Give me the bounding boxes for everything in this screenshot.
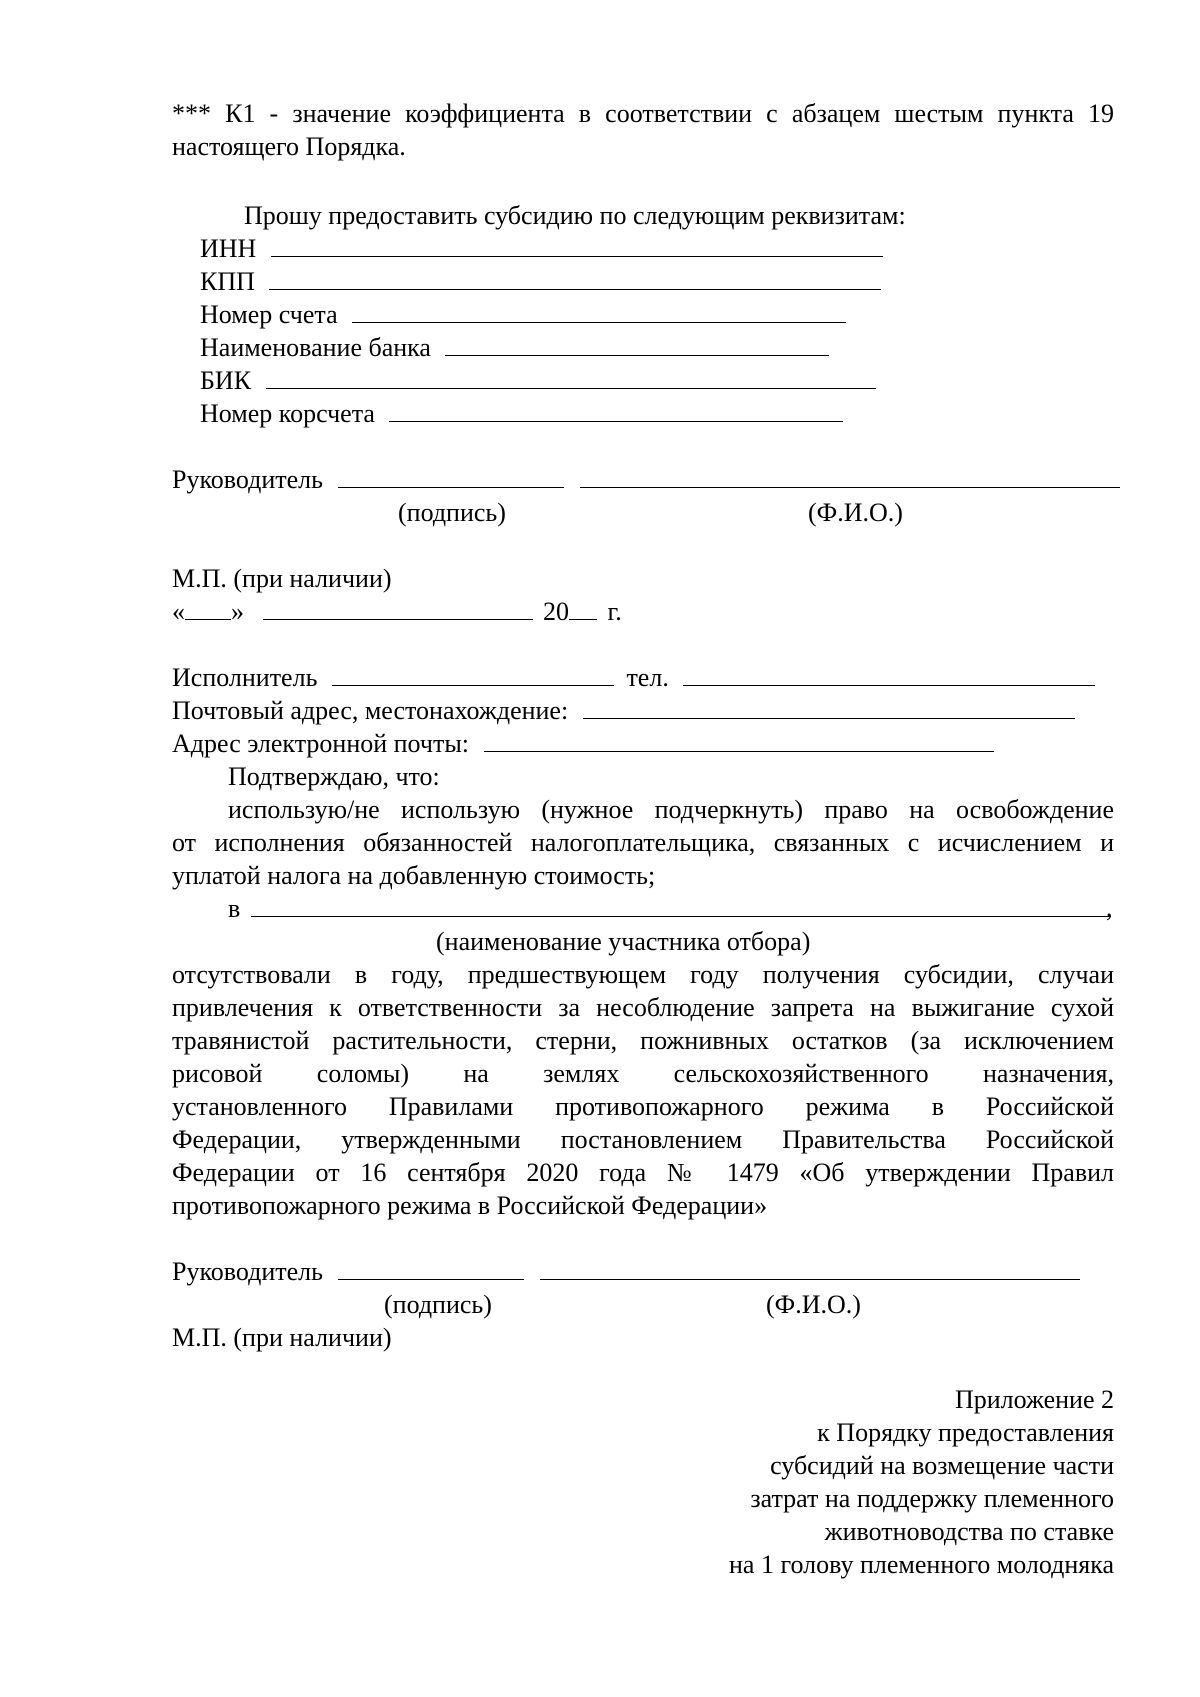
stamp-label: М.П. (при наличии) [172,564,392,593]
fio-field[interactable] [580,465,1120,488]
date-open-quote: « [172,597,185,626]
appendix-line: к Порядку предоставления [817,1418,1114,1447]
corr-account-label: Номер корсчета [200,399,375,428]
postal-field[interactable] [583,696,1075,719]
executor-label: Исполнитель [172,663,318,692]
confirm-title: Подтверждаю, что: [228,762,440,791]
appendix-line: субсидий на возмещение части [770,1451,1114,1480]
head-label: Руководитель [172,465,323,494]
requisites-intro: Прошу предоставить субсидию по следующим реквизитам: [244,201,906,230]
postal-row [172,695,1075,727]
year-prefix: 20 [543,597,569,626]
stamp-label: М.П. (при наличии) [172,1323,392,1352]
bik-field[interactable] [266,366,876,389]
footnote-line: *** К1 - значение коэффициента в соответствии с абзацем шестым пункта 19 [172,99,1114,128]
signature-row [172,1256,1080,1288]
footnote-line: настоящего Порядка. [172,132,406,161]
head-label: Руководитель [172,1257,323,1286]
account-label: Номер счета [200,300,338,329]
signature-field[interactable] [338,465,564,488]
paragraph-line: Федерации от 16 сентября 2020 года № 1479 «Об утверждении Правил [172,1158,1114,1187]
signature-caption: (подпись) [398,498,506,527]
appendix-line: животноводства по ставке [824,1517,1114,1546]
corr-account-field[interactable] [389,399,843,422]
paragraph-line: отсутствовали в году, предшествующем году получения субсидии, случаи [172,960,1114,989]
email-row [172,728,994,760]
paragraph-line: уплатой налога на добавленную стоимость; [172,861,656,890]
account-row [200,299,846,331]
bank-label: Наименование банка [200,333,431,362]
participant-field[interactable] [251,894,1111,917]
bank-row [200,332,829,364]
participant-caption: (наименование участника отбора) [436,927,811,956]
fio-caption: (Ф.И.О.) [766,1290,861,1319]
signature-field[interactable] [338,1257,524,1280]
kpp-label: КПП [200,267,255,296]
in-prefix: в [228,894,241,923]
executor-field[interactable] [332,663,614,686]
date-close-quote: » [231,597,244,626]
signature-caption: (подпись) [384,1290,492,1319]
participant-row [228,893,1111,925]
comma: , [1106,893,1113,922]
paragraph-line: противопожарного режима в Российской Федерации» [172,1191,768,1220]
appendix-line: на 1 голову племенного молодняка [729,1550,1114,1579]
paragraph-line: Федерации, утвержденными постановлением Правительства Российской [172,1125,1114,1154]
email-field[interactable] [484,729,994,752]
account-field[interactable] [352,300,846,323]
date-row [172,596,622,628]
month-field[interactable] [263,597,533,620]
paragraph-line: рисовой соломы) на землях сельскохозяйственного назначения, [172,1059,1114,1088]
appendix-title: Приложение 2 [954,1385,1114,1414]
year-field[interactable] [569,597,597,620]
paragraph-line: от исполнения обязанностей налогоплательщика, связанных с исчислением и [172,828,1114,857]
paragraph-line: привлечения к ответственности за несоблюдение запрета на выжигание сухой [172,993,1114,1022]
paragraph-line: травянистой растительности, стерни, пожнивных остатков (за исключением [172,1026,1114,1055]
bik-row [200,365,876,397]
bik-label: БИК [200,366,252,395]
phone-label: тел. [626,663,669,692]
fio-caption: (Ф.И.О.) [808,498,903,527]
executor-row [172,662,1095,694]
signature-row [172,464,1120,496]
paragraph-line: установленного Правилами противопожарного режима в Российской [172,1092,1114,1121]
phone-field[interactable] [683,663,1095,686]
year-suffix: г. [607,597,622,626]
email-label: Адрес электронной почты: [172,729,470,758]
inn-label: ИНН [200,234,257,263]
inn-row [200,233,883,265]
kpp-row [200,266,881,298]
kpp-field[interactable] [269,267,881,290]
appendix-line: затрат на поддержку племенного [750,1484,1114,1513]
day-field[interactable] [185,597,231,620]
postal-label: Почтовый адрес, местонахождение: [172,696,569,725]
corr-account-row [200,398,843,430]
inn-field[interactable] [271,234,883,257]
paragraph-line: использую/не использую (нужное подчеркнуть) право на освобождение [228,795,1114,824]
fio-field[interactable] [540,1257,1080,1280]
bank-field[interactable] [445,333,829,356]
